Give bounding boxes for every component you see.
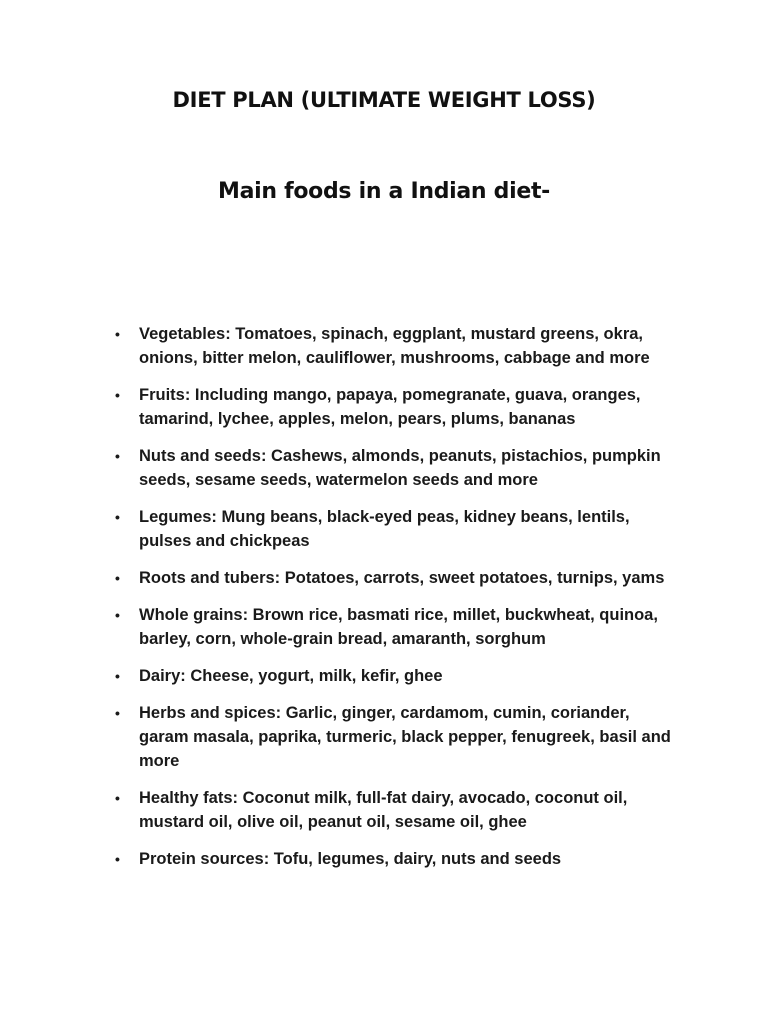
bullet-icon: • — [115, 790, 120, 806]
list-item-text: Vegetables: Tomatoes, spinach, eggplant, mustard greens, okra, onions, bitter melon, cauliflower, mushrooms, cabbage and more — [139, 325, 650, 367]
list-item-text: Roots and tubers: Potatoes, carrots, sweet potatoes, turnips, yams — [139, 569, 665, 587]
list-item — [115, 701, 675, 773]
list-item-text: Legumes: Mung beans, black-eyed peas, kidney beans, lentils, pulses and chickpeas — [139, 508, 630, 550]
list-item — [115, 566, 675, 590]
bullet-icon: • — [115, 509, 120, 525]
list-item-text: Fruits: Including mango, papaya, pomegranate, guava, oranges, tamarind, lychee, apples, melon, pears, plums, bananas — [139, 386, 641, 428]
list-item — [115, 505, 675, 553]
list-item-text: Healthy fats: Coconut milk, full-fat dairy, avocado, coconut oil, mustard oil, olive oil, peanut oil, sesame oil, ghee — [139, 789, 628, 831]
list-item — [115, 603, 675, 651]
list-item — [115, 444, 675, 492]
list-item-text: Nuts and seeds: Cashews, almonds, peanuts, pistachios, pumpkin seeds, sesame seeds, watermelon seeds and more — [139, 447, 661, 489]
bullet-icon: • — [115, 607, 120, 623]
bullet-icon: • — [115, 326, 120, 342]
list-item-text: Dairy: Cheese, yogurt, milk, kefir, ghee — [139, 667, 443, 685]
bullet-icon: • — [115, 448, 120, 464]
bullet-icon: • — [115, 705, 120, 721]
list-item — [115, 786, 675, 834]
food-list — [115, 322, 675, 884]
list-item — [115, 383, 675, 431]
bullet-icon: • — [115, 668, 120, 684]
bullet-icon: • — [115, 570, 120, 586]
list-item — [115, 322, 675, 370]
list-item — [115, 847, 675, 871]
document-subtitle: Main foods in a Indian diet- — [217, 179, 551, 204]
list-item-text: Whole grains: Brown rice, basmati rice, millet, buckwheat, quinoa, barley, corn, whole-grain bread, amaranth, sorghum — [139, 606, 658, 648]
bullet-icon: • — [115, 387, 120, 403]
bullet-icon: • — [115, 851, 120, 867]
list-item-text: Herbs and spices: Garlic, ginger, cardamom, cumin, coriander, garam masala, paprika, turmeric, black pepper, fenugreek, basil and more — [139, 704, 671, 770]
document-title: DIET PLAN (ULTIMATE WEIGHT LOSS) — [172, 88, 596, 112]
list-item-text: Protein sources: Tofu, legumes, dairy, nuts and seeds — [139, 850, 562, 868]
list-item — [115, 664, 675, 688]
